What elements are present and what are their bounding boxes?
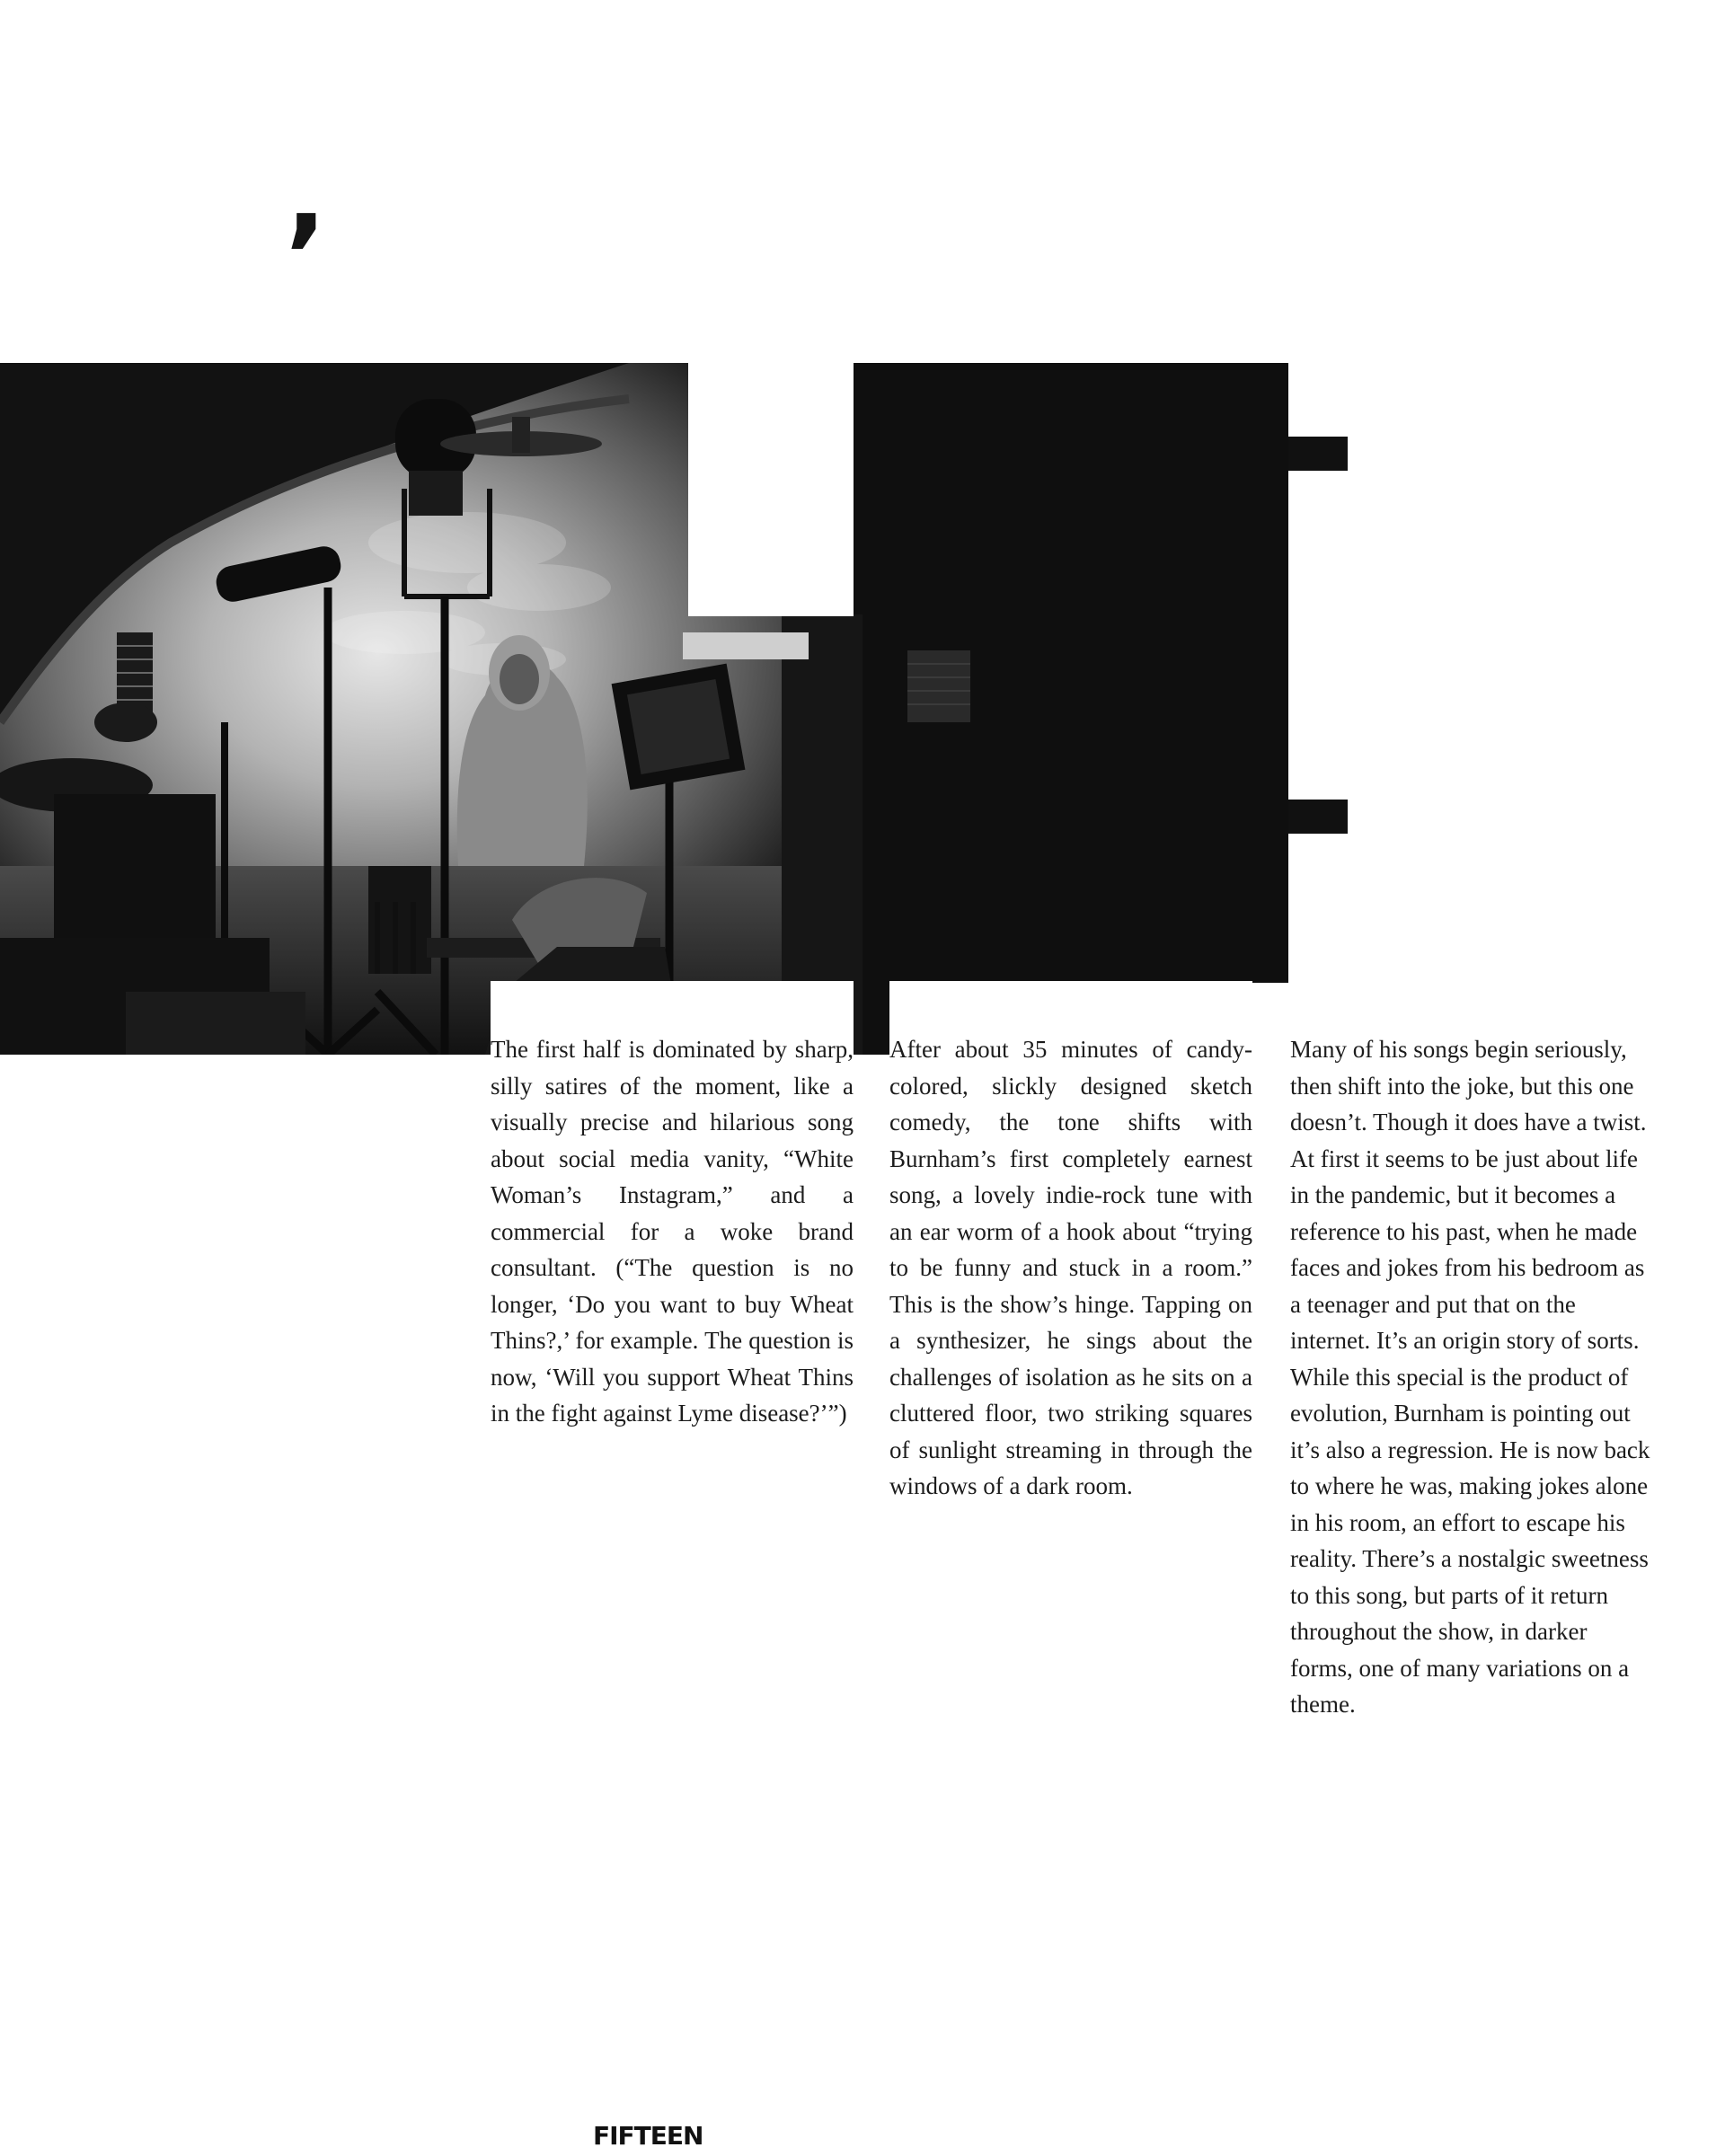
photo-studio-image xyxy=(0,363,1288,1055)
page-folio: FIFTEEN xyxy=(593,2121,703,2151)
body-column-1: The first half is dominated by sharp, silly satires of the moment, like a visually precise and hilarious song about social media vanity, “White Woman’s Instagram,” and a commercial for a woke brand consultant. (“The question is no longer, ‘Do you want to buy Wheat Thins?,’ for example. The question is now, ‘Will you support Wheat Thins in the fight against Lyme disease?’”) xyxy=(491,1036,854,1427)
body-column-2: After about 35 minutes of candy-colored, slickly designed sketch comedy, the tone shifts with Burnham’s first completely earnest song, a lovely indie-rock tune with an ear worm of a hook about “trying to be funny and stuck in a room.” This is the show’s hinge. Tapping on a synthesizer, he sings about the challenges of isolation as he sits on a cluttered floor, two striking squares of sunlight streaming in through the windows of a dark room. xyxy=(889,1036,1252,1499)
body-column-3: Many of his songs begin seriously, then shift into the joke, but this one doesn’t. Though it does have a twist. At first it seems to be just about life in the pandemic, but it becomes a reference to his past, when he made faces and jokes from his bedroom as a teenager and put that on the internet. It’s an origin story of sorts. While this special is the product of evolution, Burnham is pointing out it’s also a regression. He is now back to where he was, making jokes alone in his room, an effort to escape his reality. There’s a nostalgic sweetness to this song, but parts of it return throughout the show, in darker forms, one of many variations on a theme. xyxy=(1290,1036,1650,1718)
black-tab-upper xyxy=(1288,437,1348,471)
studio-photo xyxy=(0,363,1288,1055)
quote-mark: , xyxy=(286,135,327,260)
black-tab-lower xyxy=(1288,800,1348,834)
